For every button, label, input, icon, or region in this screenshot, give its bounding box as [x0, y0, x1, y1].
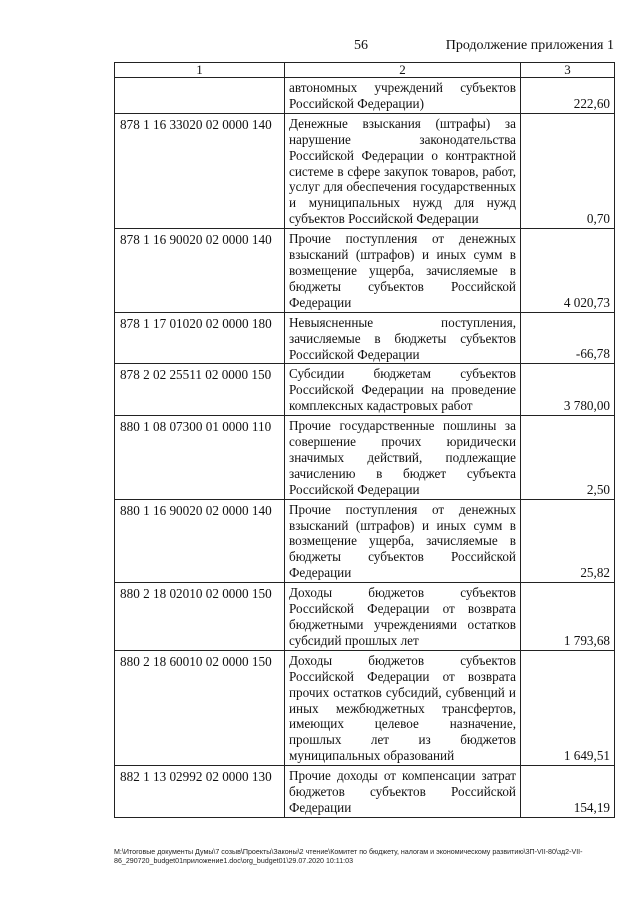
file-path-footer [114, 848, 614, 866]
footer-line-2: 86_290720_budget01приложение1.doc\org_budget01\29.07.2020 10:11:03 [114, 857, 354, 865]
table-row [115, 229, 615, 313]
amount: 154,19 [521, 766, 615, 818]
page-number: 56 [354, 38, 368, 53]
budget-code: 882 1 13 02992 02 0000 130 [115, 766, 285, 818]
budget-code: 878 1 16 90020 02 0000 140 [115, 229, 285, 313]
revenue-table [114, 62, 615, 818]
table-row [115, 650, 615, 765]
column-header-3: 3 [521, 63, 615, 78]
revenue-description: Прочие доходы от компенсации затрат бюджетов субъектов Российской Федерации [285, 766, 521, 818]
revenue-description: Невыясненные поступления, зачисляемые в бюджеты субъектов Российской Федерации [285, 312, 521, 364]
footer-line-1: M:\Итоговые документы Думы\7 созыв\Проекты\Законы\2 чтение\Комитет по бюджету, налогам и экономическому развитию\3П-VII-80\зд2-VII- [114, 848, 583, 856]
revenue-description: автономных учреждений субъектов Российской Федерации) [285, 78, 521, 114]
table-row [115, 583, 615, 651]
table-row [115, 416, 615, 500]
table-header-row [115, 63, 615, 78]
amount: 222,60 [521, 78, 615, 114]
revenue-description: Прочие поступления от денежных взысканий (штрафов) и иных сумм в возмещение ущерба, зачисляемые в бюджеты субъектов Российской Федерации [285, 499, 521, 583]
table-row [115, 78, 615, 114]
revenue-description: Доходы бюджетов субъектов Российской Федерации от возврата бюджетными учреждениями остатков субсидий прошлых лет [285, 583, 521, 651]
table-row [115, 312, 615, 364]
amount: 1 649,51 [521, 650, 615, 765]
revenue-description: Субсидии бюджетам субъектов Российской Федерации на проведение комплексных кадастровых работ [285, 364, 521, 416]
amount: 2,50 [521, 416, 615, 500]
revenue-description: Прочие поступления от денежных взысканий (штрафов) и иных сумм в возмещение ущерба, зачисляемые в бюджеты субъектов Российской Федерации [285, 229, 521, 313]
budget-code: 880 1 08 07300 01 0000 110 [115, 416, 285, 500]
budget-code: 878 2 02 25511 02 0000 150 [115, 364, 285, 416]
budget-code: 880 1 16 90020 02 0000 140 [115, 499, 285, 583]
table-row [115, 364, 615, 416]
amount: 25,82 [521, 499, 615, 583]
budget-code [115, 78, 285, 114]
table-row [115, 499, 615, 583]
budget-code: 880 2 18 02010 02 0000 150 [115, 583, 285, 651]
table-row [115, 113, 615, 228]
amount: 3 780,00 [521, 364, 615, 416]
budget-code: 878 1 16 33020 02 0000 140 [115, 113, 285, 228]
budget-code: 878 1 17 01020 02 0000 180 [115, 312, 285, 364]
budget-code: 880 2 18 60010 02 0000 150 [115, 650, 285, 765]
continuation-caption: Продолжение приложения 1 [445, 38, 614, 53]
amount: -66,78 [521, 312, 615, 364]
table-row [115, 766, 615, 818]
revenue-description: Денежные взыскания (штрафы) за нарушение законодательства Российской Федерации о контрактной системе в сфере закупок товаров, работ, услуг для обеспечения государственных и муниципальных нужд для нужд субъектов Российской Федерации [285, 113, 521, 228]
revenue-description: Прочие государственные пошлины за совершение прочих юридически значимых действий, подлежащие зачислению в бюджет субъекта Российской Федерации [285, 416, 521, 500]
column-header-2: 2 [285, 63, 521, 78]
amount: 4 020,73 [521, 229, 615, 313]
column-header-1: 1 [115, 63, 285, 78]
amount: 0,70 [521, 113, 615, 228]
revenue-description: Доходы бюджетов субъектов Российской Федерации от возврата прочих остатков субсидий, субвенций и иных межбюджетных трансфертов, имеющих целевое назначение, прошлых лет из бюджетов муниципальных образований [285, 650, 521, 765]
amount: 1 793,68 [521, 583, 615, 651]
